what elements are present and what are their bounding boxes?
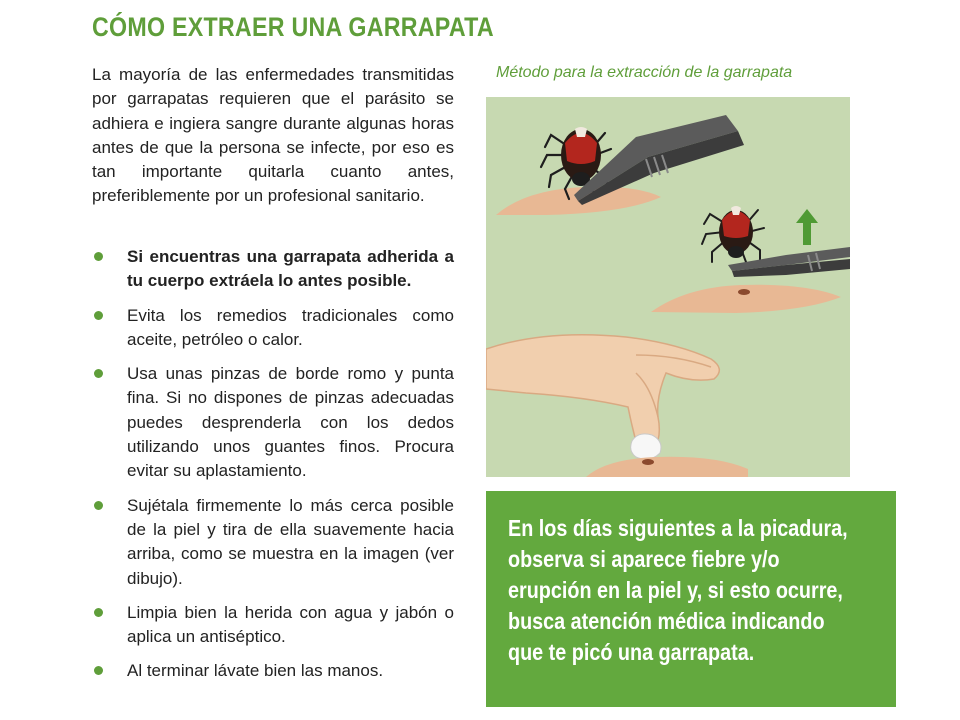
figure-caption: Método para la extracción de la garrapata <box>496 64 793 81</box>
bullet-dot-icon <box>94 501 103 510</box>
page-title: CÓMO EXTRAER UNA GARRAPATA <box>92 12 494 42</box>
warning-callout <box>486 491 896 707</box>
list-item-text: Al terminar lávate bien las manos. <box>127 661 384 681</box>
list-item-text: Si encuentras una garrapata adherida a tu cuerpo extráela lo antes posible. <box>127 247 454 291</box>
list-item <box>92 245 454 294</box>
tweezers-icon <box>728 247 850 277</box>
list-item <box>92 601 454 650</box>
instruction-list <box>92 245 454 694</box>
list-item-text: Evita los remedios tradicionales como aceite, petróleo o calor. <box>127 305 454 349</box>
tick-removal-illustration <box>486 97 850 477</box>
arrow-up-icon <box>796 209 818 245</box>
list-item-text: Usa unas pinzas de borde romo y punta fina. Si no dispones de pinzas adecuadas puedes desprenderla con los dedos utilizando unos guantes finos. Procura evitar su aplastamiento. <box>127 364 454 481</box>
list-item <box>92 494 454 591</box>
list-item-text: Limpia bien la herida con agua y jabón o aplica un antiséptico. <box>127 602 454 647</box>
bullet-dot-icon <box>94 369 103 378</box>
list-item <box>92 304 454 353</box>
list-item <box>92 659 454 683</box>
tick-icon <box>702 206 764 262</box>
skin-icon <box>651 285 841 313</box>
bullet-dot-icon <box>94 608 103 617</box>
list-item <box>92 362 454 483</box>
list-item-text: Sujétala firmemente lo más cerca posible de la piel y tira de ella suavemente hacia arriba, como se muestra en la imagen (ver dibujo). <box>127 495 454 588</box>
bullet-dot-icon <box>94 252 103 261</box>
callout-text: En los días siguientes a la picadura, observa si aparece fiebre y/o erupción en la piel y, si esto ocurre, busca atención médica indicando que te picó una garrapata. <box>508 515 848 665</box>
skin-icon <box>586 457 748 477</box>
bullet-dot-icon <box>94 666 103 675</box>
bullet-dot-icon <box>94 311 103 320</box>
hand-icon <box>486 335 719 460</box>
intro-paragraph: La mayoría de las enfermedades transmitidas por garrapatas requieren que el parásito se adhiera e ingiera sangre durante algunas horas antes de que la persona se infecte, por eso es tan importante quitarla cuanto antes, preferiblemente por un profesional sanitario. <box>92 65 454 206</box>
